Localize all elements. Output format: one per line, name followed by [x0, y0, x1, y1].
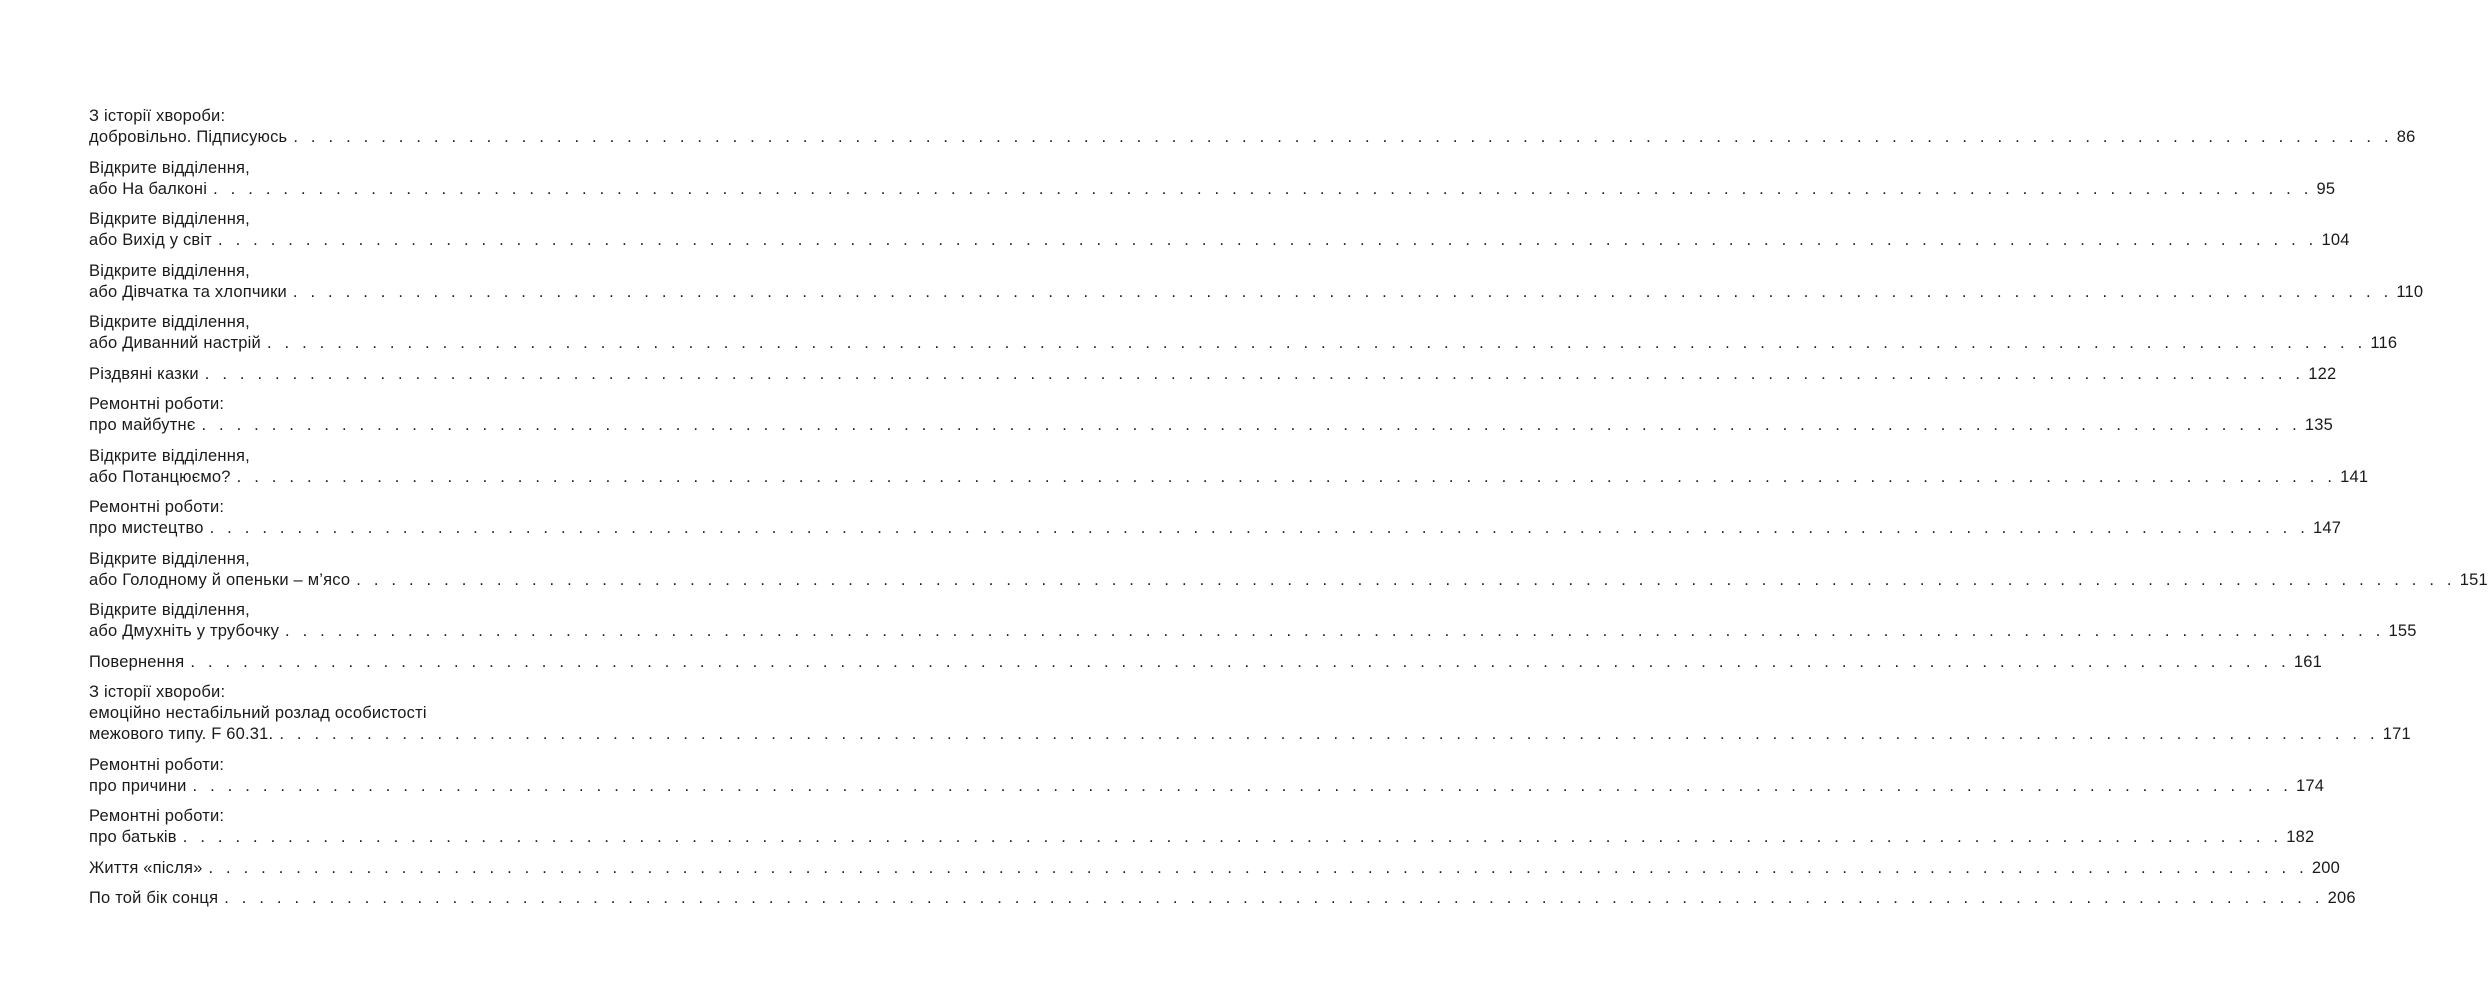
- toc-entry: [89, 446, 2369, 488]
- dot-leader: . . . . . . . . . . . . . . . . . . . . . . . . . . . . . . . . . . . . . . . . . . . . . . . . . . . . . . . . . . . . . . . . . . . . . . . . . . . . . . . . . . . . . . . . . . . . . . . . . . . . . . . . . . . . . . . . . . . . . . . .: [190, 652, 2290, 671]
- toc-entry-row: [89, 364, 2337, 385]
- toc-entry-title: або Голодному й опеньки – м’ясо: [89, 570, 351, 589]
- toc-entry-title: По той бік сонця: [89, 889, 219, 907]
- dot-leader: . . . . . . . . . . . . . . . . . . . . . . . . . . . . . . . . . . . . . . . . . . . . . . . . . . . . . . . . . . . . . . . . . . . . . . . . . . . . . . . . . . . . . . . . . . . . . . . . . . . . . . . . . . . . . . . . . . . . . . . .: [292, 282, 2393, 301]
- page-number: 110: [2396, 282, 2424, 301]
- toc-entry-title-line: Ремонтні роботи:: [89, 807, 225, 825]
- toc-entry-row: [89, 858, 2341, 879]
- toc-entry-title: або Потанцюємо?: [89, 467, 231, 486]
- toc-entry-title: межового типу. F 60.31.: [89, 725, 274, 743]
- toc-entry: [89, 497, 2342, 539]
- toc-entry-title: Повернення: [89, 652, 185, 671]
- page-number: 200: [2311, 858, 2341, 877]
- toc-entry-title: добровільно. Підписуюсь: [89, 128, 288, 146]
- toc-entry: [89, 312, 2398, 354]
- toc-entry-title: або Дмухніть у трубочку: [89, 622, 280, 640]
- toc-entry-row: [89, 570, 2488, 591]
- toc-entry-row: [89, 724, 2411, 745]
- dot-leader: . . . . . . . . . . . . . . . . . . . . . . . . . . . . . . . . . . . . . . . . . . . . . . . . . . . . . . . . . . . . . . . . . . . . . . . . . . . . . . . . . . . . . . . . . . . . . . . . . . . . . . . . . . . . . . . . . . . . . . . .: [279, 725, 2379, 743]
- toc-entry-title: Різдвяні казки: [89, 364, 199, 383]
- toc-entry: [89, 158, 2336, 200]
- toc-entry-title-line: Відкрите відділення,: [89, 210, 250, 228]
- toc-entry-title-line: Відкрите відділення,: [89, 313, 250, 331]
- toc-entry: [89, 682, 2411, 745]
- dot-leader: . . . . . . . . . . . . . . . . . . . . . . . . . . . . . . . . . . . . . . . . . . . . . . . . . . . . . . . . . . . . . . . . . . . . . . . . . . . . . . . . . . . . . . . . . . . . . . . . . . . . . . . . . . . . . . . . . . . . . . . .: [218, 231, 2318, 249]
- toc-entry-title-line: З історії хвороби:: [89, 683, 226, 701]
- page-number: 141: [2340, 467, 2369, 486]
- toc-entry: [89, 755, 2325, 797]
- toc-entry: [89, 858, 2341, 879]
- toc-entry-row: [89, 467, 2369, 488]
- toc-entry-title: або Диванний настрій: [89, 334, 261, 352]
- toc-entry: [89, 888, 2356, 909]
- toc-entry-row: [89, 415, 2334, 436]
- table-of-contents: [89, 106, 2488, 919]
- toc-entry-title: про батьків: [89, 828, 177, 846]
- toc-entry-title: або На балконі: [89, 179, 208, 198]
- toc-entry: [89, 364, 2337, 385]
- dot-leader: . . . . . . . . . . . . . . . . . . . . . . . . . . . . . . . . . . . . . . . . . . . . . . . . . . . . . . . . . . . . . . . . . . . . . . . . . . . . . . . . . . . . . . . . . . . . . . . . . . . . . . . . . . . . . . . . . . . . . . . .: [293, 128, 2393, 146]
- dot-leader: . . . . . . . . . . . . . . . . . . . . . . . . . . . . . . . . . . . . . . . . . . . . . . . . . . . . . . . . . . . . . . . . . . . . . . . . . . . . . . . . . . . . . . . . . . . . . . . . . . . . . . . . . . . . . . . . . . . . . . . .: [224, 889, 2324, 907]
- page-number: 147: [2313, 519, 2342, 537]
- toc-entry-title-line: Відкрите відділення,: [89, 601, 250, 619]
- toc-entry: [89, 549, 2488, 591]
- toc-entry: [89, 806, 2315, 848]
- page-number: 151: [2459, 570, 2488, 589]
- toc-entry-title-line: З історії хвороби:: [89, 107, 226, 125]
- page-number: 86: [2396, 128, 2416, 146]
- toc-entry-title: або Дівчатка та хлопчики: [89, 282, 287, 301]
- toc-entry: [89, 209, 2350, 251]
- toc-entry-row: [89, 230, 2350, 251]
- toc-entry-title-line: Відкрите відділення,: [89, 549, 250, 568]
- toc-entry-title-line: Ремонтні роботи:: [89, 498, 225, 516]
- toc-entry-row: [89, 127, 2416, 148]
- page-number: 174: [2295, 776, 2325, 795]
- page-number: 116: [2370, 334, 2398, 352]
- toc-entry-row: [89, 179, 2336, 200]
- dot-leader: . . . . . . . . . . . . . . . . . . . . . . . . . . . . . . . . . . . . . . . . . . . . . . . . . . . . . . . . . . . . . . . . . . . . . . . . . . . . . . . . . . . . . . . . . . . . . . . . . . . . . . . . . . . . . . . . . . . . . . . .: [192, 776, 2292, 795]
- dot-leader: . . . . . . . . . . . . . . . . . . . . . . . . . . . . . . . . . . . . . . . . . . . . . . . . . . . . . . . . . . . . . . . . . . . . . . . . . . . . . . . . . . . . . . . . . . . . . . . . . . . . . . . . . . . . . . . . . . . . . . . .: [356, 570, 2456, 589]
- page-number: 206: [2327, 889, 2356, 907]
- page-number: 122: [2308, 364, 2337, 383]
- toc-entry: [89, 600, 2417, 642]
- dot-leader: . . . . . . . . . . . . . . . . . . . . . . . . . . . . . . . . . . . . . . . . . . . . . . . . . . . . . . . . . . . . . . . . . . . . . . . . . . . . . . . . . . . . . . . . . . . . . . . . . . . . . . . . . . . . . . . . . . . . . . . .: [213, 179, 2313, 198]
- dot-leader: . . . . . . . . . . . . . . . . . . . . . . . . . . . . . . . . . . . . . . . . . . . . . . . . . . . . . . . . . . . . . . . . . . . . . . . . . . . . . . . . . . . . . . . . . . . . . . . . . . . . . . . . . . . . . . . . . . . . . . . .: [208, 858, 2308, 877]
- toc-entry-title-line: Ремонтні роботи:: [89, 755, 225, 774]
- dot-leader: . . . . . . . . . . . . . . . . . . . . . . . . . . . . . . . . . . . . . . . . . . . . . . . . . . . . . . . . . . . . . . . . . . . . . . . . . . . . . . . . . . . . . . . . . . . . . . . . . . . . . . . . . . . . . . . . . . . . . . . .: [209, 519, 2310, 537]
- toc-entry: [89, 106, 2416, 148]
- toc-entry-row: [89, 652, 2322, 673]
- dot-leader: . . . . . . . . . . . . . . . . . . . . . . . . . . . . . . . . . . . . . . . . . . . . . . . . . . . . . . . . . . . . . . . . . . . . . . . . . . . . . . . . . . . . . . . . . . . . . . . . . . . . . . . . . . . . . . . . . . . . . . . .: [266, 334, 2367, 352]
- dot-leader: . . . . . . . . . . . . . . . . . . . . . . . . . . . . . . . . . . . . . . . . . . . . . . . . . . . . . . . . . . . . . . . . . . . . . . . . . . . . . . . . . . . . . . . . . . . . . . . . . . . . . . . . . . . . . . . . . . . . . . . .: [201, 416, 2301, 434]
- toc-entry-title-line: Відкрите відділення,: [89, 261, 250, 280]
- toc-entry: [89, 652, 2322, 673]
- toc-entry-row: [89, 776, 2325, 797]
- toc-entry-row: [89, 333, 2398, 354]
- toc-entry-row: [89, 827, 2315, 848]
- page-number: 135: [2304, 416, 2334, 434]
- toc-entry-title-line: емоційно нестабільний розлад особистості: [89, 704, 427, 722]
- page-number: 155: [2388, 622, 2417, 640]
- page-number: 171: [2382, 725, 2411, 743]
- toc-entry-title: про майбутнє: [89, 416, 196, 434]
- toc-entry-title: Життя «після»: [89, 858, 203, 877]
- page-number: 161: [2293, 652, 2322, 671]
- toc-entry-title-line: Відкрите відділення,: [89, 446, 250, 465]
- toc-entry-title-line: Ремонтні роботи:: [89, 395, 225, 413]
- toc-entry-title: про причини: [89, 776, 187, 795]
- toc-entry: [89, 261, 2424, 303]
- toc-entry-row: [89, 518, 2342, 539]
- page-number: 95: [2316, 179, 2336, 198]
- page-number: 104: [2321, 231, 2350, 249]
- toc-entry-title-line: Відкрите відділення,: [89, 158, 250, 177]
- toc-entry-row: [89, 888, 2356, 909]
- toc-entry: [89, 394, 2334, 436]
- dot-leader: . . . . . . . . . . . . . . . . . . . . . . . . . . . . . . . . . . . . . . . . . . . . . . . . . . . . . . . . . . . . . . . . . . . . . . . . . . . . . . . . . . . . . . . . . . . . . . . . . . . . . . . . . . . . . . . . . . . . . . . .: [236, 467, 2337, 486]
- dot-leader: . . . . . . . . . . . . . . . . . . . . . . . . . . . . . . . . . . . . . . . . . . . . . . . . . . . . . . . . . . . . . . . . . . . . . . . . . . . . . . . . . . . . . . . . . . . . . . . . . . . . . . . . . . . . . . . . . . . . . . . .: [182, 828, 2283, 846]
- dot-leader: . . . . . . . . . . . . . . . . . . . . . . . . . . . . . . . . . . . . . . . . . . . . . . . . . . . . . . . . . . . . . . . . . . . . . . . . . . . . . . . . . . . . . . . . . . . . . . . . . . . . . . . . . . . . . . . . . . . . . . . .: [204, 364, 2305, 383]
- dot-leader: . . . . . . . . . . . . . . . . . . . . . . . . . . . . . . . . . . . . . . . . . . . . . . . . . . . . . . . . . . . . . . . . . . . . . . . . . . . . . . . . . . . . . . . . . . . . . . . . . . . . . . . . . . . . . . . . . . . . . . . .: [285, 622, 2385, 640]
- toc-entry-title: про мистецтво: [89, 519, 204, 537]
- toc-entry-title: або Вихід у світ: [89, 231, 213, 249]
- toc-entry-row: [89, 282, 2424, 303]
- page-number: 182: [2286, 828, 2315, 846]
- toc-entry-row: [89, 621, 2417, 642]
